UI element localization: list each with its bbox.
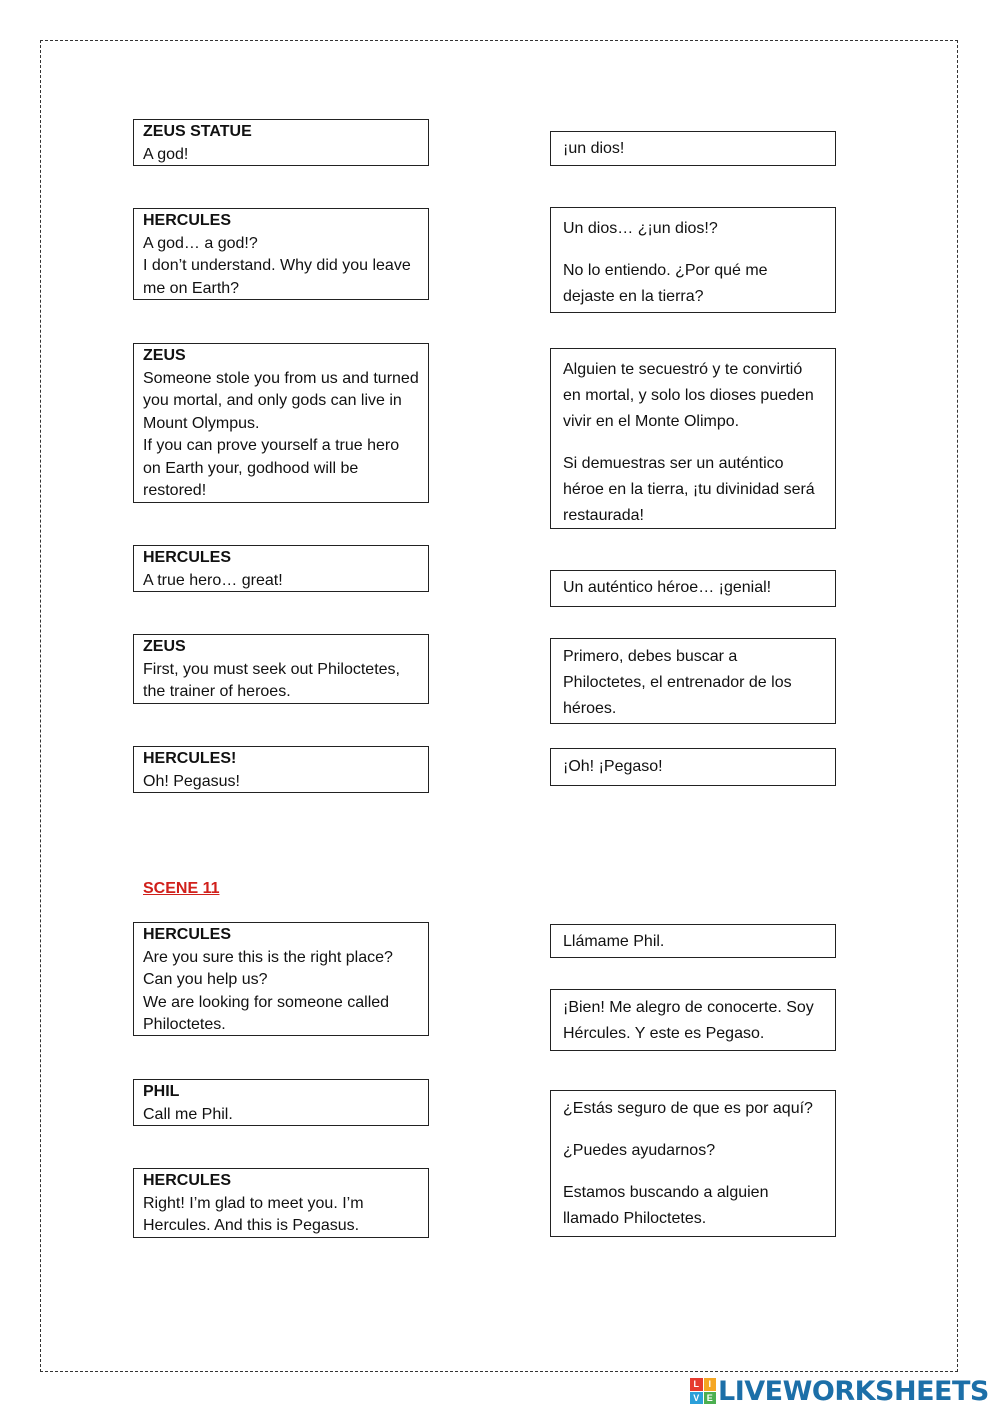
logo-tile: V — [690, 1392, 703, 1405]
speaker-label: HERCULES — [143, 549, 232, 566]
logo-text: LIVEWORKSHEETS — [718, 1375, 989, 1407]
dialogue-line: A true hero… great! — [143, 571, 283, 589]
spanish-card-6[interactable] — [550, 748, 836, 786]
english-box-2 — [133, 208, 429, 300]
spanish-card-7[interactable] — [550, 924, 836, 958]
dialogue-line: Right! I’m glad to meet you. I’m Hercules. And this is Pegasus. — [143, 1194, 364, 1234]
translation-line: ¿Puedes ayudarnos? — [563, 1142, 716, 1159]
logo-tile: E — [704, 1392, 717, 1405]
translation-line: Un dios… ¿¡un dios!? — [563, 220, 718, 237]
english-box-7 — [133, 922, 429, 1036]
translation-line: ¿Estás seguro de que es por aquí? — [563, 1100, 813, 1117]
translation-line: No lo entiendo. ¿Por qué me dejaste en la tierra? — [563, 262, 768, 305]
spanish-card-5[interactable] — [550, 638, 836, 724]
spanish-card-1[interactable] — [550, 131, 836, 166]
speaker-label: HERCULES — [143, 1172, 232, 1189]
spanish-card-9[interactable] — [550, 1090, 836, 1237]
spanish-card-8[interactable] — [550, 989, 836, 1051]
liveworksheets-logo — [690, 1374, 989, 1408]
scene-heading: SCENE 11 — [143, 880, 220, 897]
english-box-3 — [133, 343, 429, 503]
english-box-5 — [133, 634, 429, 704]
translation-line: ¡Bien! Me alegro de conocerte. Soy Hércules. Y este es Pegaso. — [563, 999, 814, 1042]
translation-line: Estamos buscando a alguien llamado Philoctetes. — [563, 1184, 769, 1227]
dialogue-line: Call me Phil. — [143, 1105, 233, 1123]
english-box-1 — [133, 119, 429, 166]
speaker-label: ZEUS — [143, 347, 186, 364]
translation-line: Primero, debes buscar a Philoctetes, el entrenador de los héroes. — [563, 648, 792, 717]
dialogue-line: A god! — [143, 145, 189, 163]
dialogue-line: A god… a god!? — [143, 234, 258, 252]
spanish-card-2[interactable] — [550, 207, 836, 313]
translation-line: ¡Oh! ¡Pegaso! — [563, 758, 663, 775]
liveworksheets-logo-icon — [690, 1378, 716, 1404]
speaker-label: ZEUS STATUE — [143, 123, 252, 140]
speaker-label: ZEUS — [143, 638, 186, 655]
dialogue-line: Are you sure this is the right place? — [143, 948, 393, 966]
spanish-card-3[interactable] — [550, 348, 836, 529]
dialogue-line: Someone stole you from us and turned you mortal, and only gods can live in Mount Olympus. — [143, 369, 419, 432]
english-box-8 — [133, 1079, 429, 1126]
dialogue-line: I don’t understand. Why did you leave me on Earth? — [143, 257, 411, 297]
english-box-6 — [133, 746, 429, 793]
logo-tile: I — [704, 1378, 717, 1391]
dialogue-line: Can you help us? — [143, 971, 268, 988]
translation-line: Un auténtico héroe… ¡genial! — [563, 579, 772, 596]
translation-line: ¡un dios! — [563, 140, 625, 157]
dialogue-line: Oh! Pegasus! — [143, 772, 240, 790]
spanish-card-4[interactable] — [550, 570, 836, 607]
speaker-label: HERCULES — [143, 926, 232, 943]
translation-line: Alguien te secuestró y te convirtió en mortal, y solo los dioses pueden vivir en el Monte Olimpo. — [563, 361, 814, 430]
translation-line: Si demuestras ser un auténtico héroe en la tierra, ¡tu divinidad será restaurada! — [563, 455, 815, 524]
speaker-label: HERCULES — [143, 212, 232, 229]
speaker-label: HERCULES! — [143, 750, 237, 767]
dialogue-line: First, you must seek out Philoctetes, the trainer of heroes. — [143, 660, 400, 700]
dialogue-line: We are looking for someone called Philoctetes. — [143, 993, 390, 1033]
dialogue-line: If you can prove yourself a true hero on Earth your, godhood will be restored! — [143, 437, 400, 499]
english-box-9 — [133, 1168, 429, 1238]
translation-line: Llámame Phil. — [563, 933, 665, 950]
english-box-4 — [133, 545, 429, 592]
speaker-label: PHIL — [143, 1083, 180, 1100]
logo-tile: L — [690, 1378, 703, 1391]
